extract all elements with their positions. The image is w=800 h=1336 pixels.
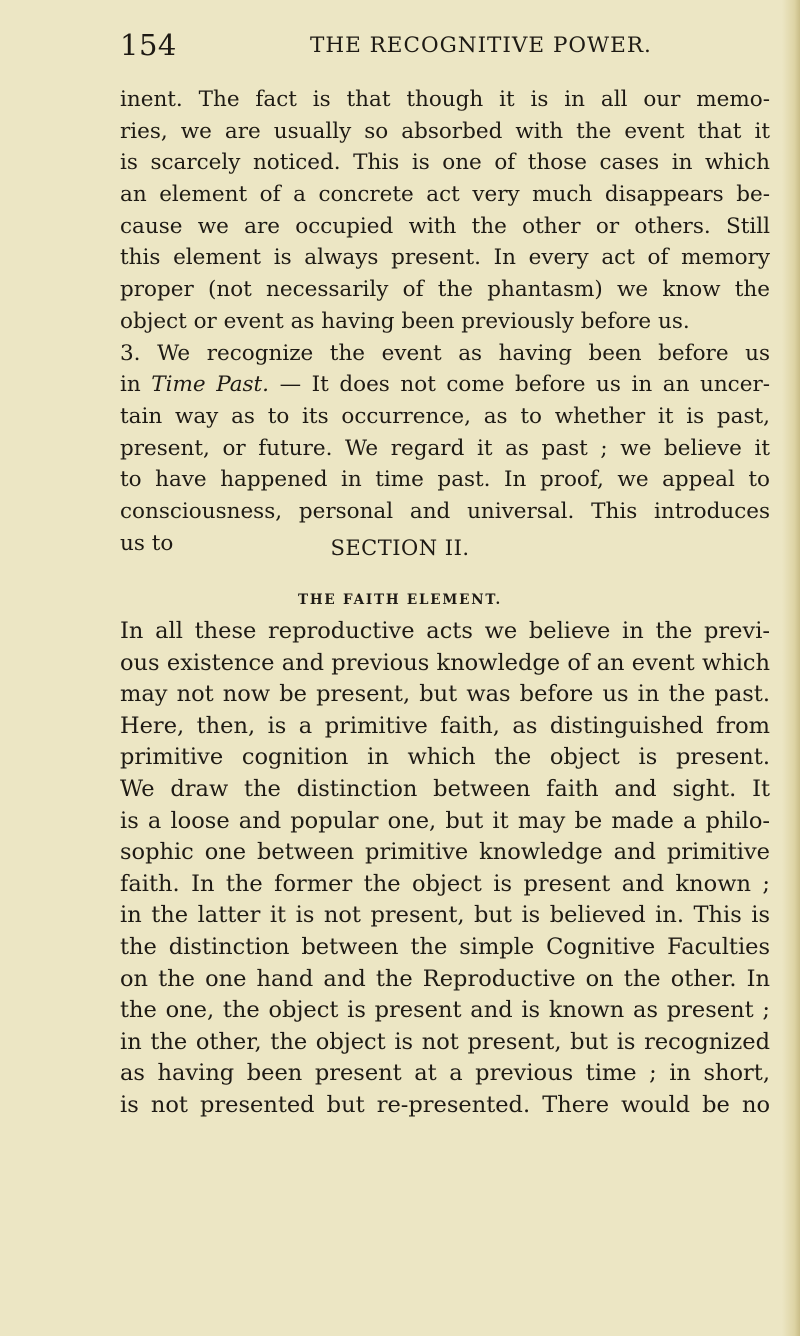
italic-term: Time Past. xyxy=(151,372,270,398)
page-edge-shadow xyxy=(782,0,800,1336)
text-line: present, or future. We regard it as past ; we believe it xyxy=(120,435,770,461)
section-subheading: THE FAITH ELEMENT. xyxy=(298,592,502,608)
text-line: sophic one between primitive knowledge and primitive xyxy=(120,839,770,866)
body-text-bottom xyxy=(120,616,770,1122)
text-line: is scarcely noticed. This is one of those cases in which xyxy=(120,150,770,176)
text-line: In all these reproductive acts we believe in the previ- xyxy=(120,618,770,644)
text-line: object or event as having been previously before us. xyxy=(120,308,690,334)
text-line: is not presented but re-presented. There would be no xyxy=(120,1091,770,1118)
text-line: inent. The fact is that though it is in all our memo- xyxy=(120,87,770,112)
text-line: ous existence and previous knowledge of an event which xyxy=(120,649,770,676)
text-line: cause we are occupied with the other or others. Still xyxy=(120,213,770,239)
text-line: Here, then, is a primitive faith, as distinguished from xyxy=(120,712,770,739)
text-line: may not now be present, but was before us in the past. xyxy=(120,681,770,708)
running-head: THE RECOGNITIVE POWER. xyxy=(310,33,652,58)
text-line: ries, we are usually so absorbed with the event that it xyxy=(120,118,770,144)
text-fragment: — It does not come before us in an uncer- xyxy=(269,372,770,398)
text-line: 3. We recognize the event as having been before us xyxy=(120,340,770,366)
text-line: is a loose and popular one, but it may be made a philo- xyxy=(120,807,770,834)
text-line: the one, the object is present and is known as present ; xyxy=(120,997,770,1024)
text-line: the distinction between the simple Cognitive Faculties xyxy=(120,933,770,960)
body-text-top xyxy=(120,84,770,559)
text-line-with-italic xyxy=(120,369,770,401)
text-line: to have happened in time past. In proof, we appeal to xyxy=(120,467,770,493)
text-line: this element is always present. In every act of memory xyxy=(120,245,770,271)
text-line: tain way as to its occurrence, as to whether it is past, xyxy=(120,403,770,429)
text-fragment: in xyxy=(120,372,152,398)
section-heading: SECTION II. xyxy=(330,536,470,560)
text-line: in the latter it is not present, but is believed in. This is xyxy=(120,902,770,929)
page-number: 154 xyxy=(120,28,177,62)
text-line: primitive cognition in which the object is present. xyxy=(120,744,770,771)
text-line: faith. In the former the object is present and known ; xyxy=(120,870,770,897)
text-line: an element of a concrete act very much disappears be- xyxy=(120,182,770,208)
text-line: proper (not necessarily of the phantasm) we know the xyxy=(120,277,770,303)
page-header xyxy=(120,28,770,64)
text-line: on the one hand and the Reproductive on the other. In xyxy=(120,965,770,992)
text-line: us to xyxy=(120,530,174,556)
text-line: We draw the distinction between faith and sight. It xyxy=(120,775,770,802)
text-line: in the other, the object is not present, but is recognized xyxy=(120,1028,770,1055)
text-line: as having been present at a previous time ; in short, xyxy=(120,1060,770,1087)
text-line: consciousness, personal and universal. This introduces xyxy=(120,498,770,524)
